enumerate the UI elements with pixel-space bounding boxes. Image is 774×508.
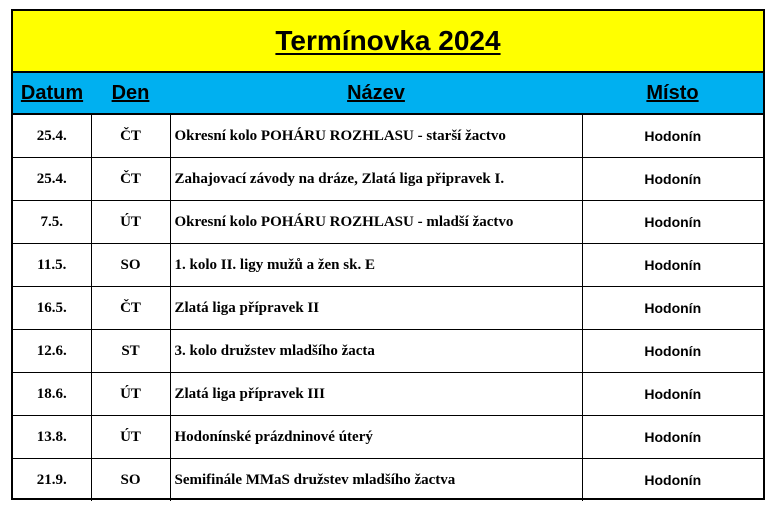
cell-den: ČT xyxy=(91,114,170,158)
cell-den: ÚT xyxy=(91,373,170,416)
cell-nazev: 1. kolo II. ligy mužů a žen sk. E xyxy=(170,244,582,287)
cell-misto: Hodonín xyxy=(582,416,763,459)
cell-misto: Hodonín xyxy=(582,330,763,373)
cell-datum: 21.9. xyxy=(13,459,91,502)
cell-misto: Hodonín xyxy=(582,201,763,244)
table-row xyxy=(13,287,763,330)
column-header-misto: Místo xyxy=(582,73,763,114)
title-banner xyxy=(13,11,763,73)
table-row xyxy=(13,158,763,201)
page-title: Termínovka 2024 xyxy=(275,25,501,56)
cell-nazev: Zahajovací závody na dráze, Zlatá liga připravek I. xyxy=(170,158,582,201)
cell-den: SO xyxy=(91,244,170,287)
cell-den: SO xyxy=(91,459,170,502)
cell-datum: 12.6. xyxy=(13,330,91,373)
cell-datum: 7.5. xyxy=(13,201,91,244)
cell-nazev: Hodonínské prázdninové úterý xyxy=(170,416,582,459)
column-header-den: Den xyxy=(91,73,170,114)
schedule-table xyxy=(13,73,763,501)
cell-nazev: Zlatá liga přípravek III xyxy=(170,373,582,416)
cell-nazev: 3. kolo družstev mladšího žacta xyxy=(170,330,582,373)
cell-misto: Hodonín xyxy=(582,287,763,330)
schedule-sheet xyxy=(11,9,765,500)
cell-den: ČT xyxy=(91,158,170,201)
cell-datum: 25.4. xyxy=(13,158,91,201)
cell-den: ÚT xyxy=(91,416,170,459)
header-row xyxy=(13,73,763,114)
cell-nazev: Okresní kolo POHÁRU ROZHLASU - mladší žactvo xyxy=(170,201,582,244)
table-row xyxy=(13,416,763,459)
table-row xyxy=(13,244,763,287)
table-row xyxy=(13,459,763,502)
cell-nazev: Zlatá liga přípravek II xyxy=(170,287,582,330)
cell-den: ÚT xyxy=(91,201,170,244)
column-header-datum: Datum xyxy=(13,73,91,114)
cell-nazev: Semifinále MMaS družstev mladšího žactva xyxy=(170,459,582,502)
cell-datum: 16.5. xyxy=(13,287,91,330)
table-row xyxy=(13,201,763,244)
cell-misto: Hodonín xyxy=(582,158,763,201)
table-row xyxy=(13,330,763,373)
cell-misto: Hodonín xyxy=(582,114,763,158)
cell-datum: 18.6. xyxy=(13,373,91,416)
cell-datum: 13.8. xyxy=(13,416,91,459)
cell-datum: 11.5. xyxy=(13,244,91,287)
column-header-nazev: Název xyxy=(170,73,582,114)
cell-nazev: Okresní kolo POHÁRU ROZHLASU - starší žactvo xyxy=(170,114,582,158)
cell-den: ČT xyxy=(91,287,170,330)
table-row xyxy=(13,373,763,416)
cell-misto: Hodonín xyxy=(582,244,763,287)
cell-misto: Hodonín xyxy=(582,459,763,502)
cell-misto: Hodonín xyxy=(582,373,763,416)
cell-den: ST xyxy=(91,330,170,373)
table-row xyxy=(13,114,763,158)
cell-datum: 25.4. xyxy=(13,114,91,158)
